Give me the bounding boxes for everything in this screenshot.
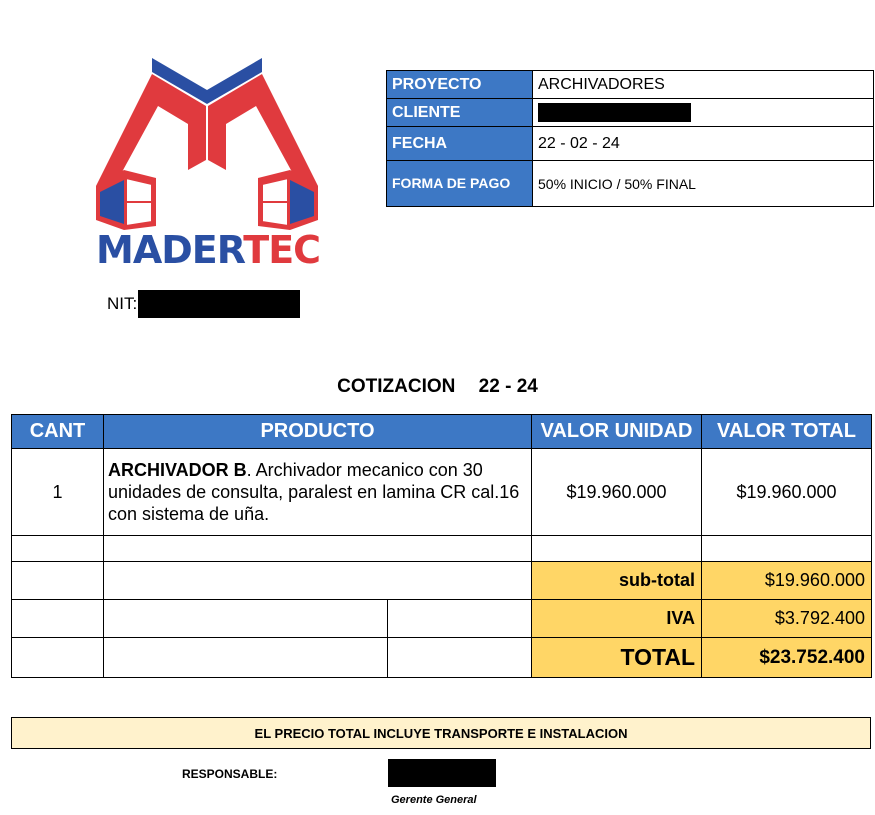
responsible-label: RESPONSABLE: [182,767,278,781]
info-row-cliente [387,99,874,127]
header-valor-unidad: VALOR UNIDAD [532,415,702,449]
logo-text-tec: TEC [243,228,321,272]
info-row-forma-pago [387,161,874,207]
item-qty: 1 [12,449,104,536]
info-value: 50% INICIO / 50% FINAL [533,161,874,207]
quote-title [0,376,875,398]
logo-emblem-icon [96,52,318,232]
item-description-text: . Archivador mecanico con 30 unidades de consulta, paralest en lamina CR cal.16 con sistema de uña. [108,460,520,524]
nit-label: NIT: [107,294,138,313]
info-label: CLIENTE [387,99,533,127]
info-label: FORMA DE PAGO [387,161,533,207]
madertec-logo [96,52,321,274]
info-label: FECHA [387,127,533,161]
info-row-proyecto [387,71,874,99]
item-name: ARCHIVADOR B [108,460,247,480]
total-value: $23.752.400 [702,638,872,678]
item-total-value: $19.960.000 [702,449,872,536]
subtotal-label: sub-total [532,562,702,600]
nit-redaction [138,290,300,318]
logo-text-mader: MADER [96,228,244,272]
project-info-table [386,70,874,207]
item-unit-value: $19.960.000 [532,449,702,536]
cliente-redaction [538,103,691,122]
total-row [12,638,872,678]
quote-number: 22 - 24 [478,376,538,397]
subtotal-value: $19.960.000 [702,562,872,600]
info-label: PROYECTO [387,71,533,99]
table-row-empty [12,536,872,562]
iva-row [12,600,872,638]
quote-table [11,414,872,678]
price-note-banner: EL PRECIO TOTAL INCLUYE TRANSPORTE E INSTALACION [11,717,871,749]
logo-wordmark [96,226,321,274]
responsible-name-redaction [388,759,496,787]
info-value: 22 - 02 - 24 [533,127,874,161]
item-description [104,449,532,536]
iva-value: $3.792.400 [702,600,872,638]
quote-title-text: COTIZACION [337,376,456,397]
header-cant: CANT [12,415,104,449]
table-row [12,449,872,536]
table-header-row [12,415,872,449]
total-label: TOTAL [532,638,702,678]
header-producto: PRODUCTO [104,415,532,449]
nit-field [107,291,300,317]
header-valor-total: VALOR TOTAL [702,415,872,449]
info-value: ARCHIVADORES [533,71,874,99]
subtotal-row [12,562,872,600]
responsible-role: Gerente General [391,794,477,806]
info-value-cliente [533,99,874,127]
iva-label: IVA [532,600,702,638]
info-row-fecha [387,127,874,161]
